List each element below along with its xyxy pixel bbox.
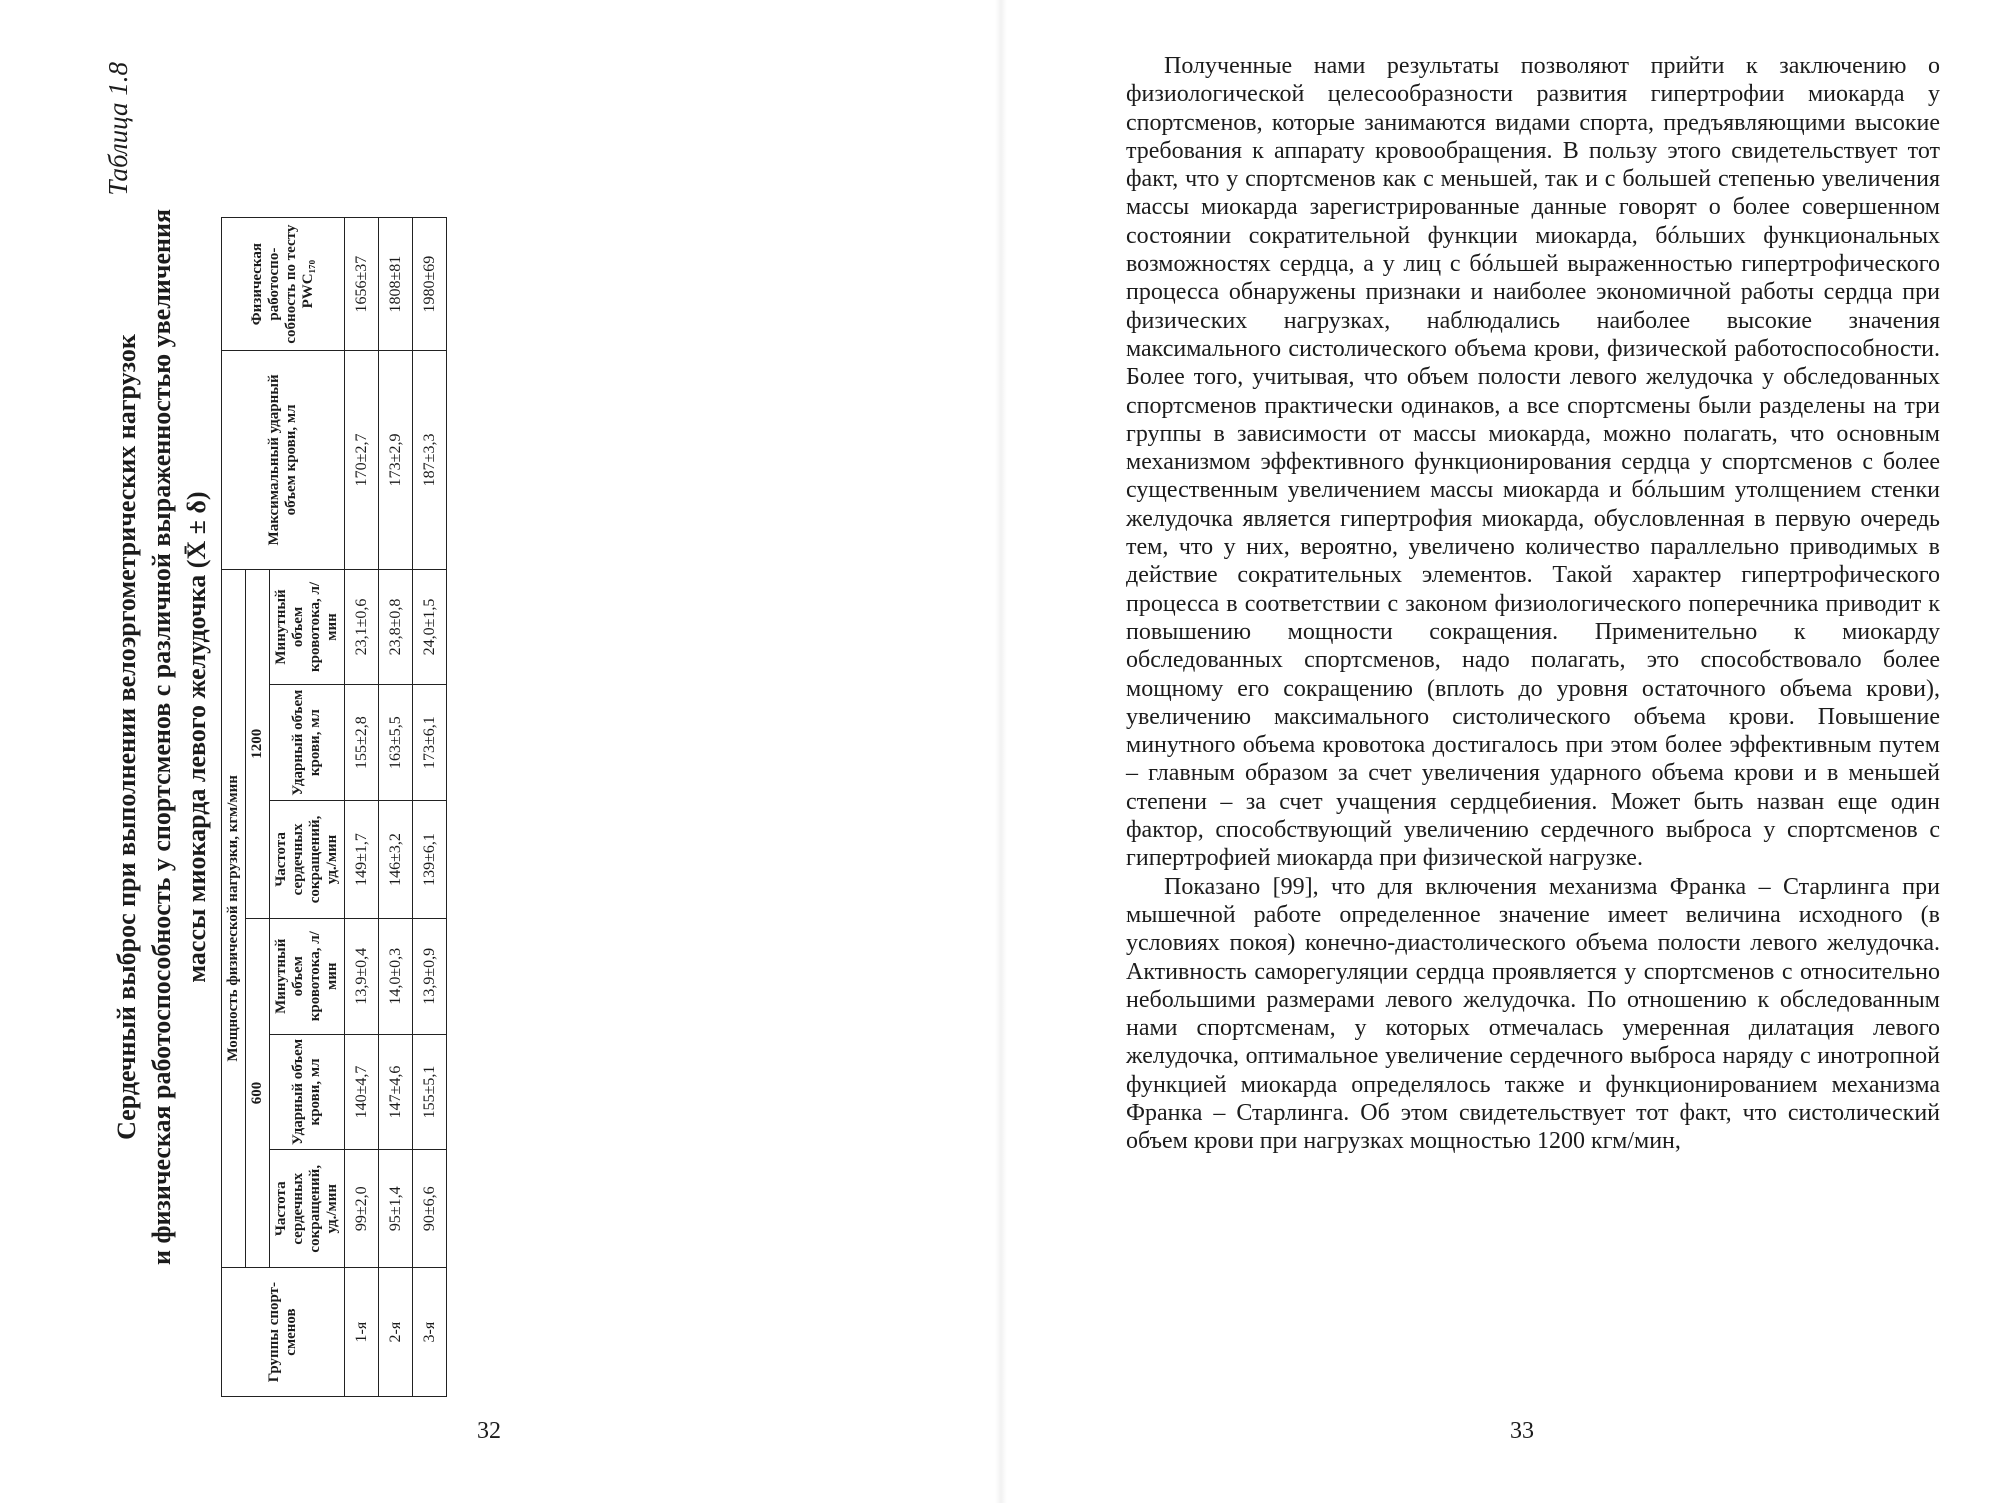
cell-max-sv: 170±2,7	[345, 351, 379, 569]
cell-mv-1200: 23,8±0,8	[379, 569, 413, 685]
cell-max-sv: 173±2,9	[379, 351, 413, 569]
cell-hr-600: 99±2,0	[345, 1150, 379, 1268]
table-row	[345, 218, 379, 1397]
cell-max-sv: 187±3,3	[413, 351, 447, 569]
paragraph: Полученные нами результаты позволяют прийти к заключению о физиологической целесообразности развития гипертрофии миокарда у спортсменов, которые занимаются видами спорта, предъявляющими высокие требования к аппарату кровообращения. В пользу этого свидетельствует тот факт, что у спортсменов как с меньшей, так и с большей степенью увеличения массы миокарда зарегистрированные данные говорят о более совершенном состоянии сократительной функции миокарда, бóльших функциональных возможностях сердца, а у лиц с бóльшей выраженностью гипертрофического процесса обнаружены признаки и наиболее экономичной работы сердца при физических нагрузках, наблюдались наиболее высокие значения максимального систолического объема крови, физической работоспособности. Более того, учитывая, что объем полости левого желудочка у обследованных спортсменов практически одинаков, а все спортсмены были разделены на три группы в зависимости от массы миокарда, можно полагать, что основным механизмом эффективного функционирования сердца у спортсменов с более существенным увеличением массы миокарда и бóльшим утолщением стенки желудочка является гипертрофия миокарда, обусловленная в первую очередь тем, что у них, вероятно, увеличено количество параллельно приводимых в действие сократительных элементов. Такой характер гипертрофического процесса в соответствии с законом физиологического поперечника приводит к повышению мощности сокращения. Применительно к миокарду обследованных спортсменов, надо полагать, это способствовало более мощному его сокращению (вплоть до уровня остаточного объема крови), увеличению максимального систолического объема крови. Повышение минутного объема кровотока достигалось при этом более эффективным путем – главным образом за счет увеличения ударного объема крови и в меньшей степени – за счет учащения сердцебиения. Может быть назван еще один фактор, способствующий увеличению сердечного выброса у спортсменов с гипертрофией миокарда при физической нагрузке.	[1126, 53, 1940, 872]
cell-hr-600: 95±1,4	[379, 1150, 413, 1268]
data-table	[221, 217, 447, 1397]
cell-sv-600: 147±4,6	[379, 1034, 413, 1150]
subheader-stroke-volume: Ударный объем крови, мл	[270, 1034, 345, 1150]
header-load-1200: 1200	[246, 569, 270, 918]
cell-pwc: 1656±37	[345, 218, 379, 351]
table-title-line: и физическая работоспособность у спортсменов с различной выраженностью увеличения	[147, 208, 176, 1266]
rotated-table-block	[103, 62, 523, 1412]
subheader-heart-rate: Частота сердечных сокращений, уд./мин	[270, 1150, 345, 1268]
cell-pwc: 1808±81	[379, 218, 413, 351]
header-groups: Группы спорт-сменов	[222, 1268, 345, 1397]
cell-pwc: 1980±69	[413, 218, 447, 351]
header-pwc: Физическая работоспо-собность по тесту PWC₁₇₀	[222, 218, 345, 351]
cell-hr-600: 90±6,6	[413, 1150, 447, 1268]
page-number-left: 32	[477, 1418, 501, 1444]
subheader-heart-rate: Частота сердечных сокращений, уд./мин	[270, 801, 345, 919]
table-row	[379, 218, 413, 1397]
cell-hr-1200: 139±6,1	[413, 801, 447, 919]
cell-sv-1200: 155±2,8	[345, 685, 379, 801]
cell-sv-1200: 173±6,1	[413, 685, 447, 801]
cell-mv-1200: 24,0±1,5	[413, 569, 447, 685]
cell-mv-600: 13,9±0,9	[413, 918, 447, 1034]
cell-group: 1-я	[345, 1268, 379, 1397]
table-title-line: массы миокарда левого желудочка (X̄ ± δ)	[182, 491, 211, 983]
table-title	[109, 82, 214, 1392]
header-power: Мощность физической нагрузки, кгм/мин	[222, 569, 246, 1268]
cell-mv-600: 14,0±0,3	[379, 918, 413, 1034]
body-text	[1126, 52, 1940, 1156]
table-row	[413, 218, 447, 1397]
cell-hr-1200: 149±1,7	[345, 801, 379, 919]
paragraph: Показано [99], что для включения механизма Франка – Старлинга при мышечной работе определенное значение имеет величина исходного (в условиях покоя) конечно-диастолического объема полости левого желудочка. Активность саморегуляции сердца проявляется у спортсменов с относительно небольшими размерами левого желудочка. По отношению к обследованным нами спортсменам, у которых отмечалась умеренная дилатация левого желудочка, оптимальное увеличение сердечного выброса наряду с инотропной функцией миокарда определялось также и функционированием механизма Франка – Старлинга. Об этом свидетельствует тот факт, что систолический объем крови при нагрузках мощностью 1200 кгм/мин,	[1126, 873, 1940, 1155]
cell-hr-1200: 146±3,2	[379, 801, 413, 919]
table-label: Таблица 1.8	[103, 62, 133, 196]
table-title-line: Сердечный выброс при выполнении велоэргометрических нагрузок	[112, 334, 141, 1140]
cell-group: 3-я	[413, 1268, 447, 1397]
cell-sv-600: 140±4,7	[345, 1034, 379, 1150]
cell-sv-600: 155±5,1	[413, 1034, 447, 1150]
cell-mv-1200: 23,1±0,6	[345, 569, 379, 685]
right-page	[1000, 0, 2000, 1503]
page-number-right: 33	[1510, 1418, 1534, 1444]
cell-group: 2-я	[379, 1268, 413, 1397]
cell-mv-600: 13,9±0,4	[345, 918, 379, 1034]
header-max-stroke: Максимальный ударный объем крови, мл	[222, 351, 345, 569]
header-load-600: 600	[246, 918, 270, 1267]
cell-sv-1200: 163±5,5	[379, 685, 413, 801]
subheader-stroke-volume: Ударный объем крови, мл	[270, 685, 345, 801]
subheader-minute-volume: Минутный объем кровотока, л/мин	[270, 918, 345, 1034]
subheader-minute-volume: Минутный объем кровотока, л/мин	[270, 569, 345, 685]
